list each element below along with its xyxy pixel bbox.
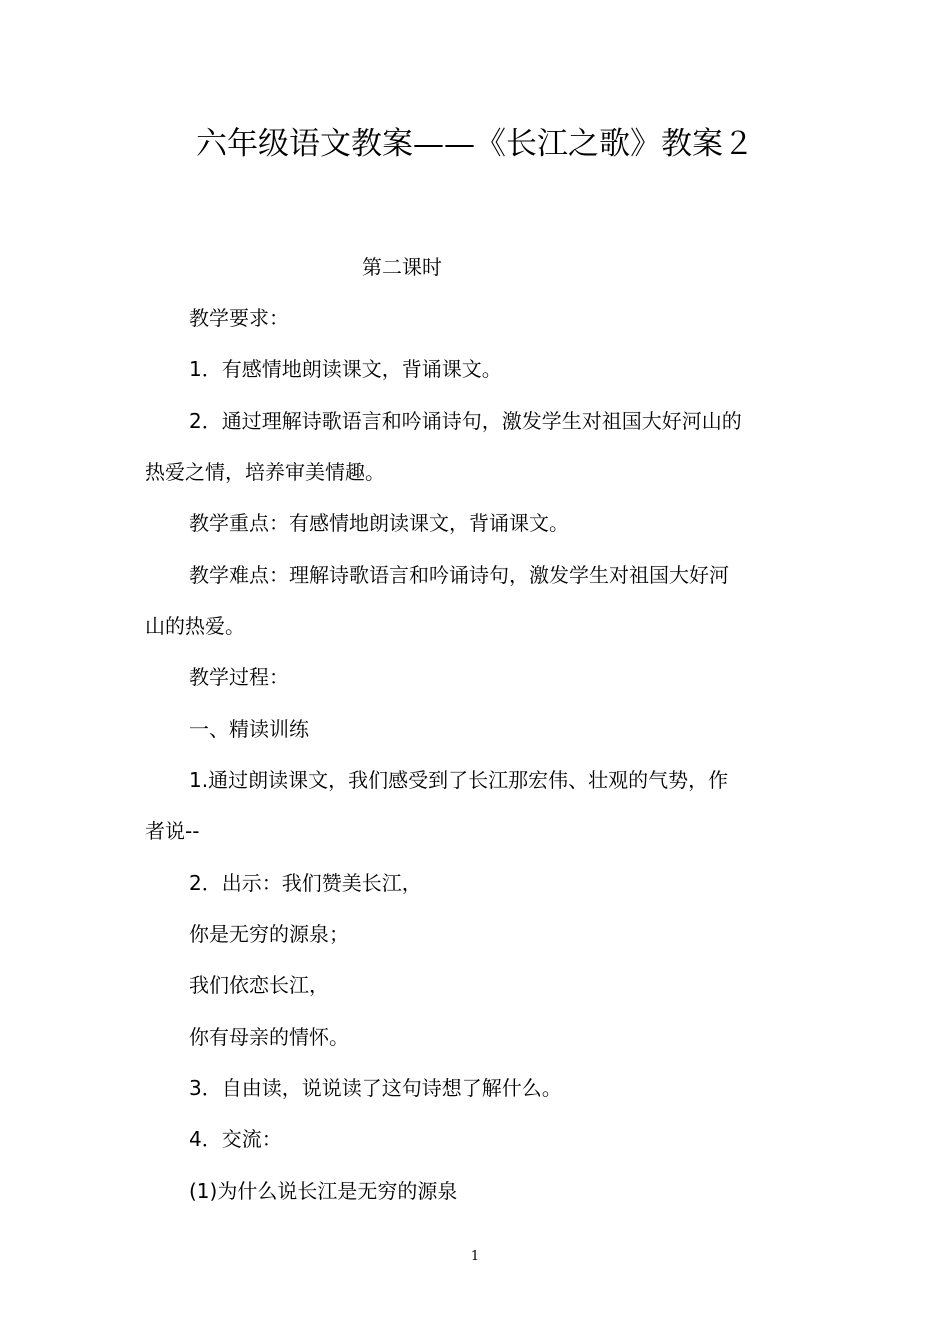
paragraph-line: 教学要求： bbox=[189, 306, 289, 330]
page-number: 1 bbox=[470, 1249, 480, 1264]
paragraph-line: (1)为什么说长江是无穷的源泉 bbox=[189, 1179, 458, 1203]
document-title: 六年级语文教案——《长江之歌》教案２ bbox=[196, 126, 754, 162]
paragraph-line: 你有母亲的情怀。 bbox=[189, 1025, 349, 1049]
paragraph-line: 1.通过朗读课文，我们感受到了长江那宏伟、壮观的气势，作 bbox=[189, 768, 729, 792]
paragraph-line: 1．有感情地朗读课文，背诵课文。 bbox=[189, 357, 502, 381]
paragraph-line: 3．自由读，说说读了这句诗想了解什么。 bbox=[189, 1076, 562, 1100]
paragraph-line: 教学重点：有感情地朗读课文，背诵课文。 bbox=[189, 511, 569, 535]
paragraph-line: 4．交流： bbox=[189, 1127, 282, 1151]
lesson-subtitle: 第二课时 bbox=[362, 255, 442, 279]
paragraph-line: 2．通过理解诗歌语言和吟诵诗句，激发学生对祖国大好河山的 bbox=[189, 409, 742, 433]
paragraph-line: 山的热爱。 bbox=[145, 614, 245, 638]
paragraph-line: 热爱之情，培养审美情趣。 bbox=[145, 460, 385, 484]
paragraph-line: 2．出示：我们赞美长江， bbox=[189, 871, 422, 895]
paragraph-line: 你是无穷的源泉； bbox=[189, 922, 349, 946]
paragraph-line: 我们依恋长江， bbox=[189, 973, 329, 997]
paragraph-line: 教学过程： bbox=[189, 665, 289, 689]
paragraph-line: 者说-- bbox=[145, 819, 200, 843]
paragraph-line: 教学难点：理解诗歌语言和吟诵诗句，激发学生对祖国大好河 bbox=[189, 563, 729, 587]
paragraph-line: 一、精读训练 bbox=[189, 717, 309, 741]
